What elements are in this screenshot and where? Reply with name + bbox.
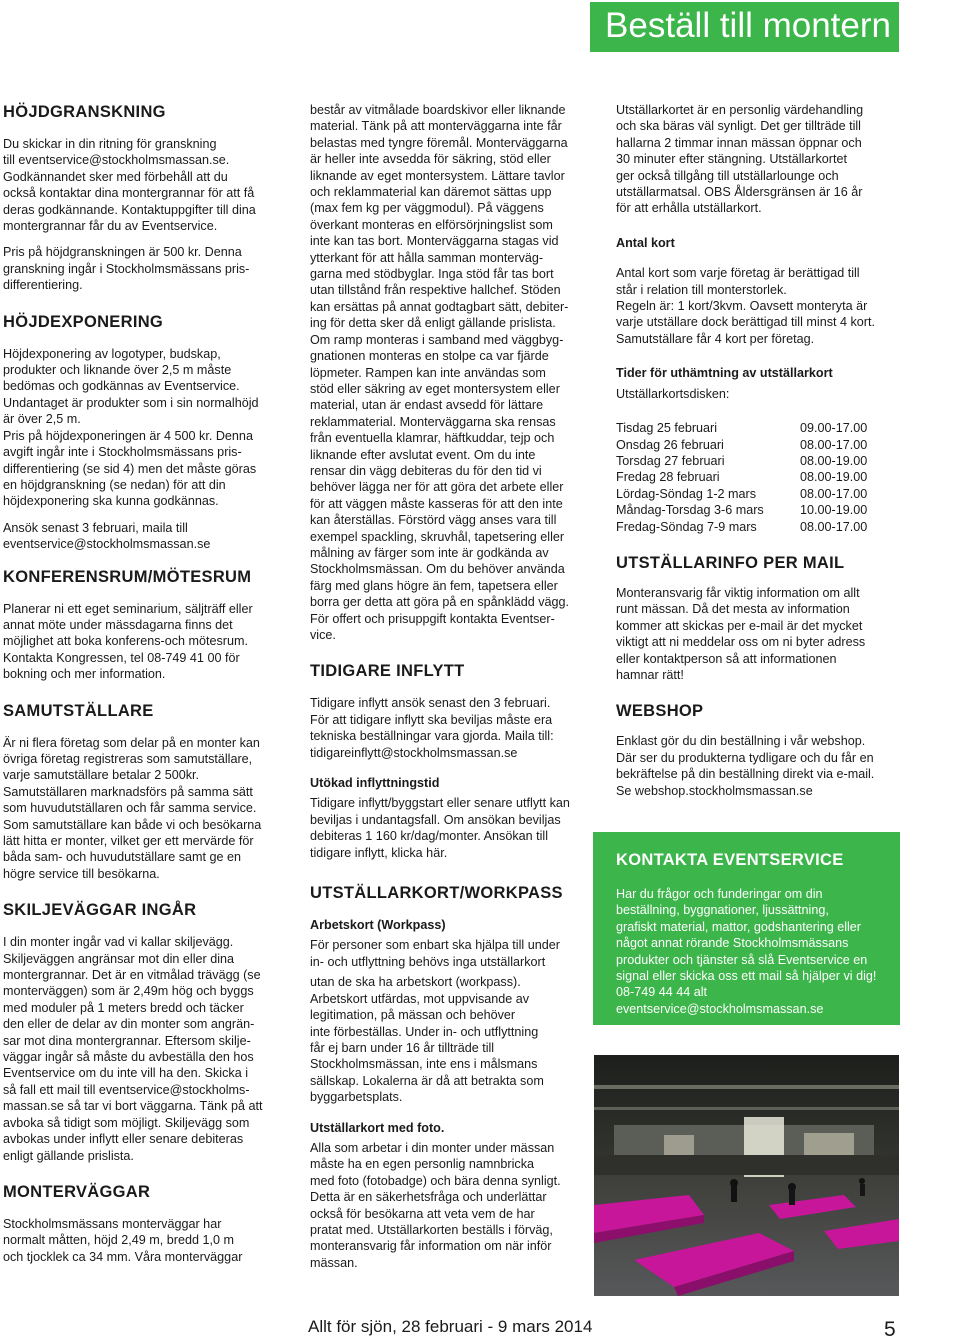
text-line: måste ha en egen personlig namnbricka <box>310 1157 535 1172</box>
text-line: till eventservice@stockholmsmassan.se. <box>3 153 230 168</box>
text-line: så fall ett mail till eventservice@stockholms- <box>3 1082 250 1097</box>
paragraph <box>3 1216 290 1265</box>
text-line: Regeln är: 1 kort/3kvm. Oavsett monteryta är <box>616 299 868 314</box>
text-line: högre service till besökarna. <box>3 866 160 881</box>
column-3 <box>616 102 908 799</box>
text-line: inte kan tas bort. Monterväggarna stagas vid <box>310 234 559 249</box>
paragraph <box>310 937 600 970</box>
text-line: monteransvarig får information om när inför <box>310 1239 552 1254</box>
text-line: material, utan är endast avsedd för lättare <box>310 398 544 413</box>
text-line: produkter och tjänster så slå Eventservice en <box>616 952 868 967</box>
pickup-day: Måndag-Torsdag 3-6 mars <box>616 503 764 518</box>
text-line: 08-749 44 44 alt <box>616 985 708 1000</box>
text-line: Detta är en säkerhetsfråga och underlättar <box>310 1190 547 1205</box>
text-line: bekräftelse på din beställning direkt via e-mail. <box>616 767 875 782</box>
text-line: med moduler på 1 meters bredd och täcker <box>3 1000 244 1015</box>
text-line: eller kontaktperson så att informationen <box>616 651 837 666</box>
text-line: Pris på höjdgranskningen är 500 kr. Denna <box>3 245 242 260</box>
text-line: runt mässan. Då det mesta av information <box>616 602 850 617</box>
text-line: reklammaterial. Monterväggarna ska rensas <box>310 414 556 429</box>
paragraph <box>3 520 290 553</box>
text-line: eventservice@stockholmsmassan.se <box>616 1001 824 1016</box>
heading-samutstallare: SAMUTSTÄLLARE <box>3 701 154 720</box>
text-line: Tidigare inflytt/byggstart eller senare utflytt kan <box>310 796 570 811</box>
text-line: tidigareinflytt@stockholmsmassan.se <box>310 745 518 760</box>
paragraph <box>310 795 600 861</box>
text-line: Skiljeväggen angränsar mot din eller dina <box>3 951 235 966</box>
text-line: behöver lägga ner för att göra det arbete eller <box>310 480 564 495</box>
text-line: möjlighet att boka konferens-och mötesrum. <box>3 634 248 649</box>
text-line: exempel spackling, skruvhål, tapetsering eller <box>310 529 565 544</box>
text-line: för att erhålla utställarkort. <box>616 201 762 216</box>
text-line: sar mot dina montergrannar. Eftersom skilje- <box>3 1033 251 1048</box>
text-line: avbokas under inflytt eller senare debiteras <box>3 1132 244 1147</box>
header-banner <box>590 2 899 52</box>
text-line: signal eller skicka oss ett mail så hjälper vi dig! <box>616 969 877 984</box>
text-line: enligt gällande prislista. <box>3 1148 134 1163</box>
text-line: för att väggen måste kasseras för att den inte <box>310 496 563 511</box>
footer-event-dates: Allt för sjön, 28 februari - 9 mars 2014 <box>308 1317 593 1336</box>
text-line: inte förbeställas. Under in- och utflyttning <box>310 1024 539 1039</box>
subheading-foto: Utställarkort med foto. <box>310 1120 445 1135</box>
text-line: Ansök senast 3 februari, maila till <box>3 520 188 535</box>
text-line: gnationen monteras en stolpe ca var fjärde <box>310 349 549 364</box>
heading-hojdgranskning: HÖJDGRANSKNING <box>3 103 166 121</box>
text-line: utan de ska ha arbetskort (workpass). <box>310 975 521 990</box>
text-line: något annat rörande Stockholmsmässans <box>616 936 849 951</box>
text-line: Eventservice om du inte vill ha den. Skicka i <box>3 1066 248 1081</box>
text-line: montergrannar får du av Eventservice. <box>3 219 218 234</box>
heading-utstallarkort: UTSTÄLLARKORT/WORKPASS <box>310 884 563 903</box>
text-line: med foto (fotobadge) och bära denna synligt. <box>310 1173 561 1188</box>
contact-eventservice-box <box>593 832 900 1025</box>
text-line: Samutställare får 4 kort per företag. <box>616 331 815 346</box>
text-line: varje samutställare betalar 2 500kr. <box>3 768 200 783</box>
paragraph <box>310 1140 600 1271</box>
pickup-time: 10.00-19.00 <box>800 503 868 518</box>
paragraph <box>3 735 290 883</box>
text-line: kan ersättas på annat godtagbart sätt, debiter- <box>310 299 569 314</box>
text-line: avgift ingår inte i Stockholmsmässans pris- <box>3 445 242 460</box>
text-line: För personer som enbart ska hjälpa till under <box>310 938 560 953</box>
text-line: beställning, byggnationer, ljussättning, <box>616 903 829 918</box>
text-line: differentiering. <box>3 278 83 293</box>
text-line: massan.se så tar vi bort väggarna. Tänk på att <box>3 1099 263 1114</box>
paragraph <box>616 733 908 799</box>
heading-tidigare-inflytt: TIDIGARE INFLYTT <box>310 662 465 681</box>
contact-title: KONTAKTA EVENTSERVICE <box>616 851 844 869</box>
paragraph: Utställarkortsdisken: <box>616 386 730 401</box>
text-line: står i relation till monterstorlek. <box>616 282 787 297</box>
text-line: får ej barn under 16 år tillträde till <box>310 1040 495 1055</box>
heading-konferensrum: KONFERENSRUM/MÖTESRUM <box>3 567 252 586</box>
heading-hojdexponering: HÖJDEXPONERING <box>3 312 164 331</box>
subheading-utokad: Utökad inflyttningstid <box>310 776 440 791</box>
text-line: I din monter ingår vad vi kallar skiljevägg. <box>3 935 234 950</box>
text-line: övriga företag registreras som samutställare, <box>3 751 253 766</box>
text-line: kommer att skickas per e-mail är det mycket <box>616 618 863 633</box>
text-line: produkter och liknande över 2,5 m måste <box>3 363 232 378</box>
text-line: utan tillstånd från respektive hallchef. Stöden <box>310 283 561 298</box>
text-line: Pris på höjdexponeringen är 4 500 kr. Denna <box>3 428 253 443</box>
text-line: överkant monteras en elförsörjningslist som <box>310 217 553 232</box>
text-line: in- och utflyttning behövs inga utställarkort <box>310 954 546 969</box>
text-line: Se webshop.stockholmsmassan.se <box>616 783 813 798</box>
text-line: ytterkant för att hålla samman monterväg- <box>310 250 544 265</box>
heading-webshop: WEBSHOP <box>616 702 704 721</box>
text-line: Kontakta Kongressen, tel 08-749 41 00 för <box>3 650 240 665</box>
subheading-tider: Tider för uthämtning av utställarkort <box>616 366 833 381</box>
text-line: Du skickar in din ritning för granskning <box>3 137 217 151</box>
text-line: stöd eller säkring av eget montersystem eller <box>310 381 560 396</box>
text-line: höjdexponering ska kunna godkännas. <box>3 494 219 509</box>
text-line: Där ser du produkterna tydligare och du får en <box>616 750 874 765</box>
text-line: Som samutställare kan både vi och besökarna <box>3 817 262 832</box>
text-line: rensar din vägg debiteras du för den tid vi <box>310 463 542 478</box>
text-line: tekniska beställningar vara gjorda. Maila till: <box>310 729 554 744</box>
text-line: granskning ingår i Stockholmsmässans pris- <box>3 261 250 276</box>
text-line: Alla som arbetar i din monter under mässan <box>310 1140 555 1155</box>
text-line: belastas med tyngre föremål. Monterväggarna <box>310 135 568 150</box>
text-line: borra ger detta att göra på en spånklädd vägg. <box>310 595 570 610</box>
text-line: är över 2,5 m. <box>3 412 81 427</box>
table-row <box>616 453 867 469</box>
text-line: Arbetskort utfärdas, mot uppvisande av <box>310 991 530 1006</box>
text-line: hamnar rätt! <box>616 667 684 682</box>
pickup-day: Lördag-Söndag 1-2 mars <box>616 486 757 501</box>
paragraph <box>3 934 290 1164</box>
text-line: vice. <box>310 628 336 642</box>
text-line: Monteransvarig får viktig information om allt <box>616 585 860 600</box>
text-line: ing för detta sker då enligt gällande prislista. <box>310 316 556 331</box>
text-line: För att tidigare inflytt ska beviljas måste era <box>310 712 553 727</box>
contact-text <box>616 886 894 1017</box>
text-line: och ska bäras väl synligt. Det ger tillträde till <box>616 119 861 134</box>
text-line: annat möte under mässdagarna finns det <box>3 617 233 632</box>
pickup-times-table <box>616 420 867 535</box>
text-line: eventservice@stockholmsmassan.se <box>3 537 211 552</box>
paragraph <box>310 102 600 643</box>
text-line: liknande av eget montersystem. Lättare tavlor <box>310 168 565 183</box>
exhibition-hall-photo <box>594 1055 899 1296</box>
text-line: normalt måtten, höjd 2,49 m, bredd 1,0 m <box>3 1233 235 1248</box>
text-line: Godkännandet sker med förbehåll att du <box>3 169 228 184</box>
pickup-day: Tisdag 25 februari <box>616 421 718 436</box>
text-line: också kontaktar dina montergrannar för att få <box>3 186 255 201</box>
text-line: bedömas och godkännas av Eventservice. <box>3 379 240 394</box>
text-line: tidigare inflytt, klicka här. <box>310 845 448 860</box>
text-line: Tidigare inflytt ansök senast den 3 februari. <box>310 696 551 711</box>
text-line: 30 minuter efter stängning. Utställarkortet <box>616 152 847 167</box>
pickup-time: 08.00-17.00 <box>800 486 868 501</box>
text-line: viktigt att ni meddelar oss om ni byter adress <box>616 635 866 650</box>
text-line: grafiskt material, mattor, godshantering eller <box>616 919 861 934</box>
table-row <box>616 469 867 485</box>
text-line: deras godkännande. Kontaktuppgifter till dina <box>3 202 256 217</box>
pickup-day: Torsdag 27 februari <box>616 453 725 468</box>
table-row <box>616 519 867 535</box>
paragraph <box>616 265 908 347</box>
pickup-time: 09.00-17.00 <box>800 421 868 436</box>
heading-utstallarinfo: UTSTÄLLARINFO PER MAIL <box>616 553 845 572</box>
text-line: Antal kort som varje företag är berättigad till <box>616 266 860 281</box>
column-2 <box>310 102 600 1271</box>
text-line: är heller inte avsedda för säkring, stöd eller <box>310 152 551 167</box>
paragraph <box>3 136 290 234</box>
text-line: och reklammaterial kan däremot sättas upp <box>310 185 552 200</box>
pickup-day: Onsdag 26 februari <box>616 437 724 452</box>
pickup-time: 08.00-17.00 <box>800 519 868 534</box>
page-number: 5 <box>884 1318 896 1341</box>
column-1 <box>3 102 290 1265</box>
pickup-day: Fredag-Söndag 7-9 mars <box>616 519 757 534</box>
text-line: ger också tillgång till utställarlounge och <box>616 168 839 183</box>
text-line: material. Tänk på att monterväggarna inte får <box>310 119 562 134</box>
text-line: färg med glans högre än fem, tapetsera eller <box>310 578 558 593</box>
text-line: Stockholmsmässans monterväggar har <box>3 1216 222 1231</box>
text-line: Samutställaren marknadsförs på samma sätt <box>3 784 253 799</box>
paragraph <box>3 346 290 510</box>
text-line: Planerar ni ett eget seminarium, säljträff eller <box>3 601 253 616</box>
table-row <box>616 486 867 502</box>
table-row <box>616 420 867 436</box>
paragraph <box>616 102 908 217</box>
exhibition-hall-image <box>594 1055 899 1296</box>
text-line: utställarmatsal. OBS Åldersgränsen är 16 år <box>616 185 863 200</box>
text-line: avboka så tidigt som möjligt. Skiljevägg som <box>3 1115 250 1130</box>
pickup-time: 08.00-19.00 <box>800 453 868 468</box>
text-line: montergrannar. Det är en vitmålad trävägg (se <box>3 968 261 983</box>
text-line: Undantaget är produkter som i sin normalhöjd <box>3 395 259 410</box>
paragraph <box>310 695 600 761</box>
text-line: sällskap. Lokalerna är då att betrakta som <box>310 1073 544 1088</box>
text-line: löpmeter. Rampen kan inte användas som <box>310 365 546 380</box>
text-line: hallarna 2 timmar innan mässan öppnar och <box>616 135 862 150</box>
text-line: pratat med. Utställarkorten beställs i förväg, <box>310 1222 553 1237</box>
text-line: Har du frågor och funderingar om din <box>616 887 823 901</box>
pickup-time: 08.00-17.00 <box>800 437 868 452</box>
text-line: liknande efter avslutat event. Om du inte <box>310 447 536 462</box>
text-line: som huvudutställaren och får samma service. <box>3 801 257 816</box>
text-line: Höjdexponering av logotyper, budskap, <box>3 346 221 361</box>
paragraph <box>3 601 290 683</box>
text-line: och tjocklek ca 34 mm. Våra monterväggar <box>3 1249 243 1264</box>
text-line: lätt hitta er monter, vilket ger ett mervärde för <box>3 834 254 848</box>
text-line: den eller de delar av din monter som angrän- <box>3 1017 255 1032</box>
paragraph <box>3 244 290 293</box>
text-line: beviljas i undantagsfall. Om ansökan beviljas <box>310 812 561 827</box>
text-line: Enklast gör du din beställning i vår webshop. <box>616 734 866 749</box>
text-line: från eventuella klamrar, häftkuddar, tejp och <box>310 431 555 446</box>
pickup-day: Fredag 28 februari <box>616 470 720 485</box>
text-line: Om ramp monteras i samband med väggbyg- <box>310 332 564 347</box>
text-line: (max fem kg per väggmodul). På väggens <box>310 201 544 216</box>
text-line: målning av färger som inte är godkända av <box>310 545 549 560</box>
text-line: består av vitmålade boardskivor eller liknande <box>310 103 566 117</box>
paragraph <box>616 585 908 683</box>
text-line: Stockholmsmässan, inte ens i målsmans <box>310 1057 538 1072</box>
text-line: Stockholmsmässan. Om du behöver använda <box>310 562 565 577</box>
text-line: legitimation, på mässan och behöver <box>310 1008 516 1023</box>
text-line: garna med stödbyglar. Inga stöd får tas bort <box>310 267 554 282</box>
text-line: kan återställas. Förstörd vägg anses vara till <box>310 513 557 528</box>
text-line: monterväggen) som är 2,49m hög och byggs <box>3 984 254 999</box>
text-line: mässan. <box>310 1255 358 1270</box>
text-line: också för besökarna att veta vem de har <box>310 1206 535 1221</box>
heading-skiljevaggar: SKILJEVÄGGAR INGÅR <box>3 901 197 920</box>
table-row <box>616 502 867 518</box>
text-line: För offert och prisuppgift kontakta Eventser- <box>310 611 555 626</box>
text-line: Är ni flera företag som delar på en monter kan <box>3 735 260 750</box>
pickup-time: 08.00-19.00 <box>800 470 868 485</box>
text-line: differentiering (se sid 4) men det måste göras <box>3 461 257 476</box>
page-title: Beställ till montern <box>605 6 891 45</box>
text-line: en höjdgranskning (se nedan) för att din <box>3 477 226 492</box>
text-line: väggar ingår så måste du avbeställa den hos <box>3 1050 254 1065</box>
paragraph <box>310 974 600 1105</box>
text-line: debiteras 1 160 kr/dag/monter. Ansökan till <box>310 829 549 844</box>
text-line: Utställarkortet är en personlig värdehandling <box>616 103 864 117</box>
table-row <box>616 437 867 453</box>
text-line: båda sam- och huvudutställare samt ge en <box>3 850 242 865</box>
text-line: varje utställare dock berättigad till minst 4 kort. <box>616 315 875 330</box>
subheading-antal-kort: Antal kort <box>616 235 675 250</box>
text-line: byggarbetsplats. <box>310 1090 403 1105</box>
text-line: bokning och mer information. <box>3 667 166 682</box>
subheading-arbetskort: Arbetskort (Workpass) <box>310 918 446 933</box>
heading-montervaggar: MONTERVÄGGAR <box>3 1182 151 1201</box>
